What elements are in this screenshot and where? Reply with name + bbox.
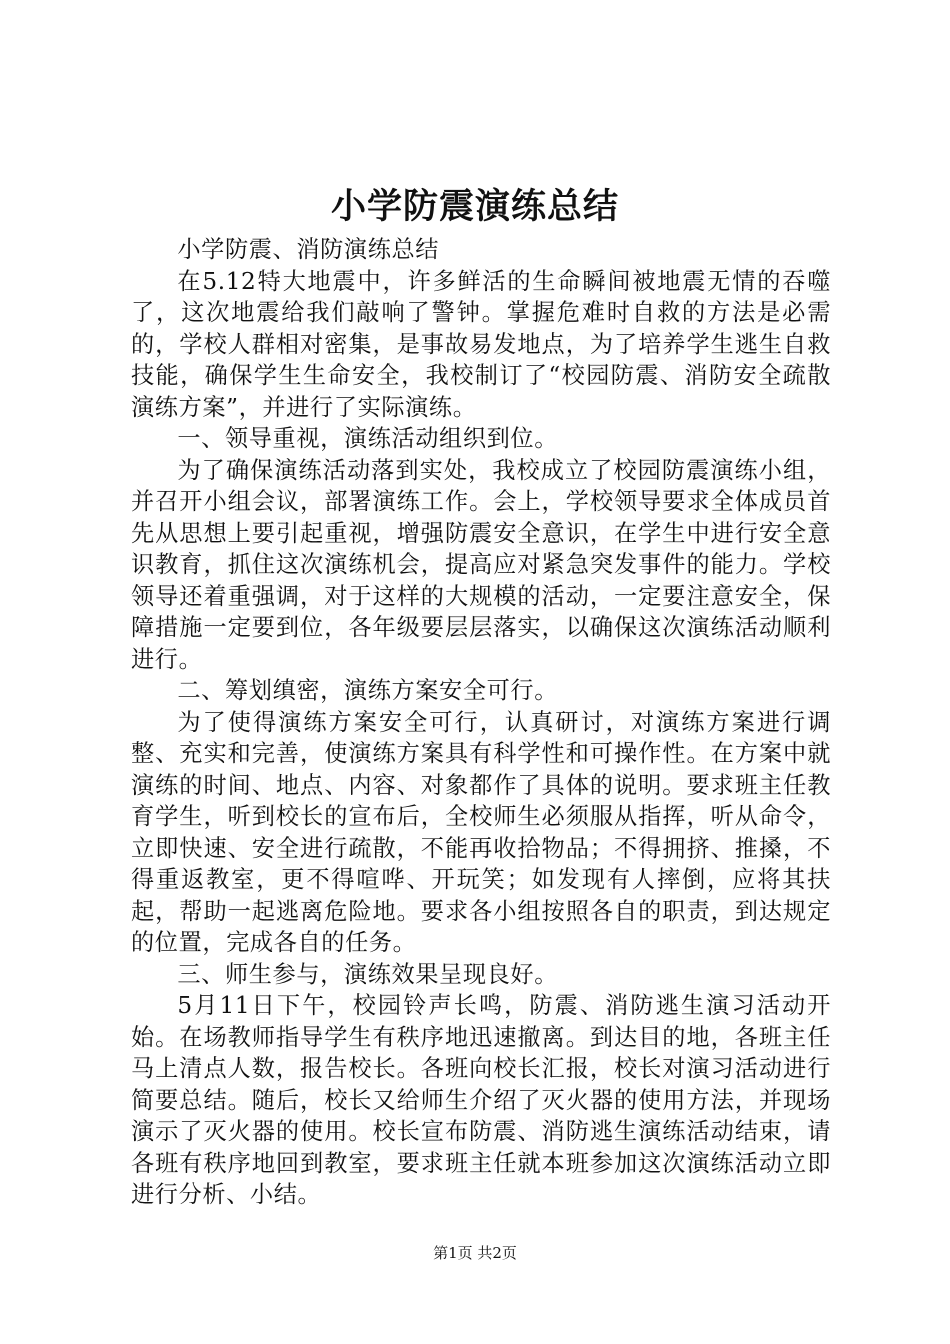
paragraph-section-1: 为了确保演练活动落到实处，我校成立了校园防震演练小组，并召开小组会议，部署演练工作。会上，学校领导要求全体成员首先从思想上要引起重视，增强防震安全意识，在学生中进行安全意识教育，抓住这次演练机会，提高应对紧急突发事件的能力。学校领导还着重强调，对于这样的大规模的活动，一定要注意安全，保障措施一定要到位，各年级要层层落实，以确保这次演练活动顺利进行。 <box>131 456 831 673</box>
page-number-footer: 第1页 共2页 <box>433 1244 517 1262</box>
document-body <box>131 234 831 1211</box>
paragraph-section-3: 5月11日下午，校园铃声长鸣，防震、消防逃生演习活动开始。在场教师指导学生有秩序地迅速撤离。到达目的地，各班主任马上清点人数，报告校长。各班向校长汇报，校长对演习活动进行简要总结。随后，校长又给师生介绍了灭火器的使用方法，并现场演示了灭火器的使用。校长宣布防震、消防逃生演练活动结束，请各班有秩序地回到教室，要求班主任就本班参加这次演练活动立即进行分析、小结。 <box>131 992 831 1208</box>
section-heading-3: 三、师生参与，演练效果呈现良好。 <box>177 960 558 988</box>
paragraph-section-2: 为了使得演练方案安全可行，认真研讨，对演练方案进行调整、充实和完善，使演练方案具有科学性和可操作性。在方案中就演练的时间、地点、内容、对象都作了具体的说明。要求班主任教育学生，听到校长的宣布后，全校师生必须服从指挥，听从命令，立即快速、安全进行疏散，不能再收拾物品；不得拥挤、推搡，不得重返教室，更不得喧哗、开玩笑；如发现有人摔倒，应将其扶起，帮助一起逃离危险地。要求各小组按照各自的职责，到达规定的位置，完成各自的任务。 <box>131 708 831 956</box>
section-heading-1: 一、领导重视，演练活动组织到位。 <box>177 425 558 452</box>
section-heading-2: 二、筹划缜密，演练方案安全可行。 <box>177 677 558 704</box>
paragraph-intro: 在5.12特大地震中，许多鲜活的生命瞬间被地震无情的吞噬了，这次地震给我们敲响了警钟。掌握危难时自救的方法是必需的，学校人群相对密集，是事故易发地点，为了培养学生逃生自救技能，确保学生生命安全，我校制订了“校园防震、消防安全疏散演练方案”，并进行了实际演练。 <box>131 267 831 421</box>
document-title: 小学防震演练总结 <box>330 186 619 227</box>
paragraph-subtitle: 小学防震、消防演练总结 <box>177 236 440 263</box>
